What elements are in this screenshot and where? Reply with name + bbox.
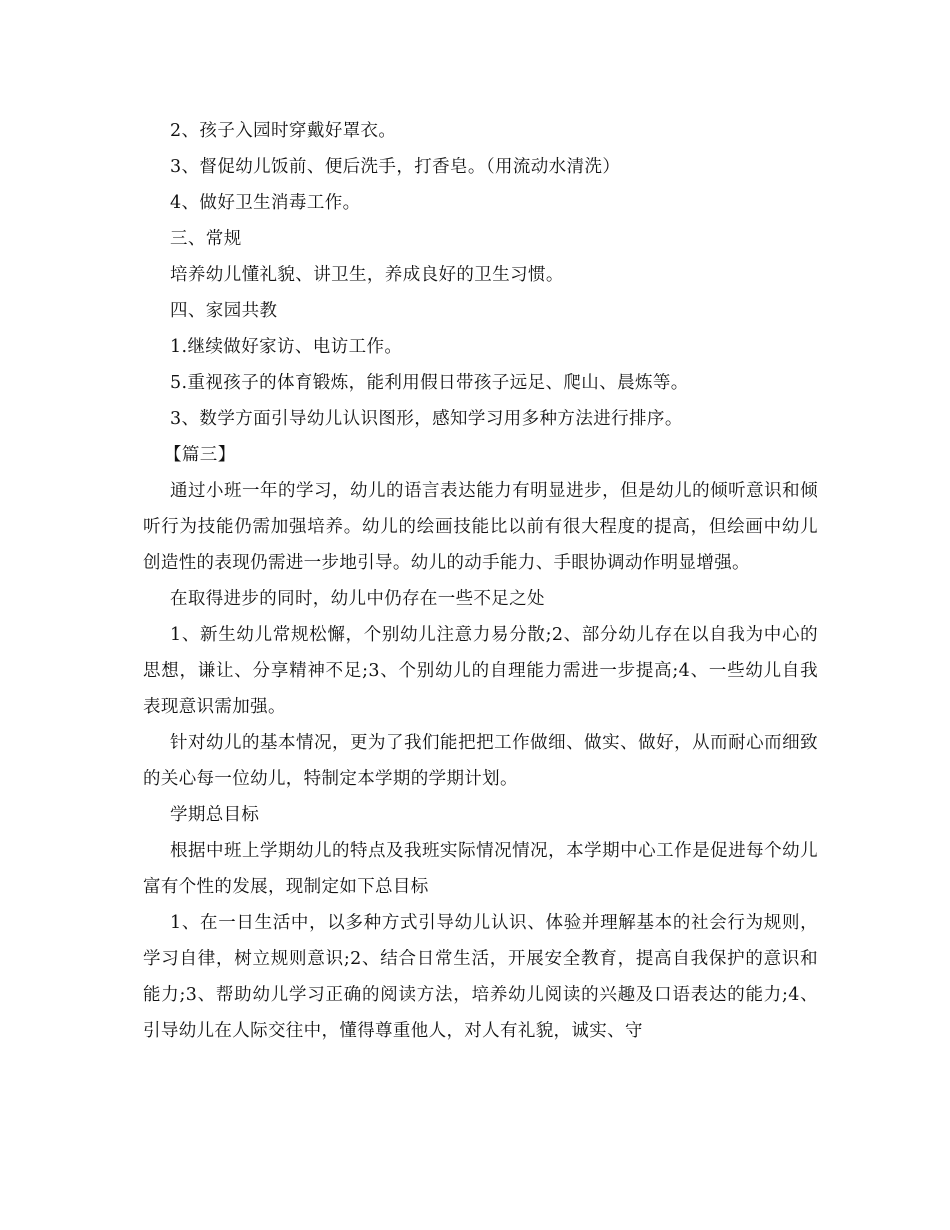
list-item: 培养幼儿懂礼貌、讲卫生，养成良好的卫生习惯。 bbox=[170, 265, 564, 285]
list-item: 3、数学方面引导幼儿认识图形，感知学习用多种方法进行排序。 bbox=[170, 409, 683, 429]
section-title: 【篇三】 bbox=[164, 445, 236, 465]
paragraph: 在取得进步的同时，幼儿中仍存在一些不足之处 bbox=[170, 589, 545, 609]
list-item: 5.重视孩子的体育锻炼，能利用假日带孩子远足、爬山、晨炼等。 bbox=[170, 373, 689, 393]
section-heading: 三、常规 bbox=[170, 229, 242, 249]
document-body bbox=[143, 113, 818, 1049]
paragraph: 1、新生幼儿常规松懈，个别幼儿注意力易分散;2、部分幼儿存在以自我为中心的思想，谦让、分享精神不足;3、个别幼儿的自理能力需进一步提高;4、一些幼儿自我表现意识需加强。 bbox=[143, 625, 818, 717]
goal-heading: 学期总目标 bbox=[170, 805, 260, 825]
section-heading: 四、家园共教 bbox=[170, 301, 278, 321]
paragraph: 根据中班上学期幼儿的特点及我班实际情况情况，本学期中心工作是促进每个幼儿富有个性的发展，现制定如下总目标 bbox=[143, 841, 818, 897]
paragraph: 1、在一日生活中，以多种方式引导幼儿认识、体验并理解基本的社会行为规则，学习自律，树立规则意识;2、结合日常生活，开展安全教育，提高自我保护的意识和能力;3、帮助幼儿学习正确的阅读方法，培养幼儿阅读的兴趣及口语表达的能力;4、引导幼儿在人际交往中，懂得尊重他人，对人有礼貌，诚实、守 bbox=[143, 913, 818, 1041]
paragraph: 针对幼儿的基本情况，更为了我们能把把工作做细、做实、做好，从而耐心而细致的关心每一位幼儿，特制定本学期的学期计划。 bbox=[143, 733, 818, 789]
list-item: 3、督促幼儿饭前、便后洗手，打香皂。（用流动水清洗） bbox=[170, 157, 621, 177]
list-item: 2、孩子入园时穿戴好罩衣。 bbox=[170, 121, 397, 141]
paragraph: 通过小班一年的学习，幼儿的语言表达能力有明显进步，但是幼儿的倾听意识和倾听行为技能仍需加强培养。幼儿的绘画技能比以前有很大程度的提高，但绘画中幼儿创造性的表现仍需进一步地引导。幼儿的动手能力、手眼协调动作明显增强。 bbox=[143, 481, 818, 573]
list-item: 1.继续做好家访、电访工作。 bbox=[170, 337, 403, 357]
list-item: 4、做好卫生消毒工作。 bbox=[170, 193, 361, 213]
